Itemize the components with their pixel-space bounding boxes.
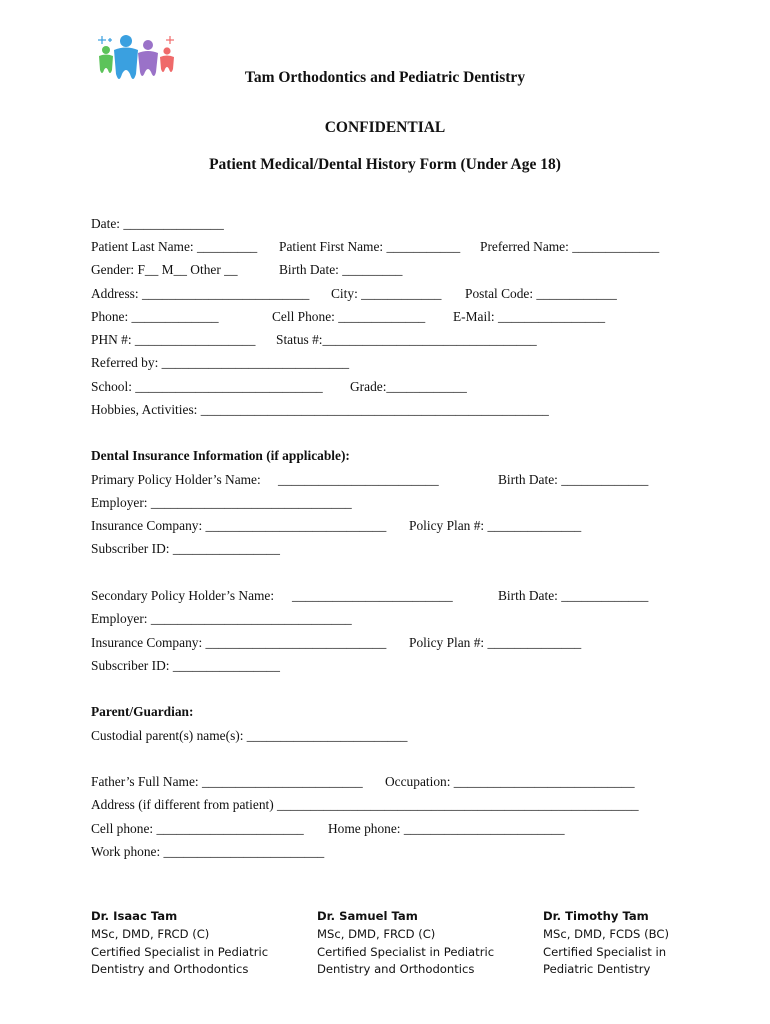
secondary-birth-date-field[interactable]: Birth Date: _____________ (498, 588, 649, 603)
postal-code-field[interactable]: Postal Code: ____________ (465, 286, 617, 301)
doctor-credentials: MSc, DMD, FRCD (C) (317, 926, 436, 941)
grade-field[interactable]: Grade:____________ (350, 379, 467, 394)
guardian-cell-phone-field[interactable]: Cell phone: ______________________ (91, 821, 304, 836)
phone-field[interactable]: Phone: _____________ (91, 309, 219, 324)
primary-holder-label: Primary Policy Holder’s Name: (91, 472, 261, 487)
primary-insurance-company-field[interactable]: Insurance Company: ___________________________ (91, 518, 387, 533)
sparkle-icon (166, 36, 174, 44)
doctor-specialty: Dentistry and Orthodontics (317, 962, 475, 977)
secondary-policy-plan-field[interactable]: Policy Plan #: ______________ (409, 635, 582, 650)
doctor-card (317, 908, 527, 979)
city-field[interactable]: City: ____________ (331, 286, 442, 301)
primary-holder-field[interactable]: ________________________ (278, 472, 439, 487)
doctor-specialty: Pediatric Dentistry (543, 962, 651, 977)
occupation-field[interactable]: Occupation: ___________________________ (385, 774, 635, 789)
cell-phone-field[interactable]: Cell Phone: _____________ (272, 309, 426, 324)
doctor-card (91, 908, 301, 979)
doctor-name: Dr. Isaac Tam (91, 909, 178, 923)
birth-date-field[interactable]: Birth Date: _________ (279, 262, 403, 277)
doctor-specialty: Certified Specialist in (543, 944, 667, 959)
address-field[interactable]: Address: _________________________ (91, 286, 310, 301)
email-field[interactable]: E-Mail: ________________ (453, 309, 606, 324)
doctor-card (543, 908, 733, 979)
form-title: Patient Medical/Dental History Form (Under Age 18) (209, 156, 561, 173)
confidential-label: CONFIDENTIAL (324, 119, 446, 136)
father-name-field[interactable]: Father’s Full Name: ________________________ (91, 774, 363, 789)
sparkle-icon (98, 36, 112, 44)
phn-field[interactable]: PHN #: __________________ (91, 332, 256, 347)
doctor-credentials: MSc, DMD, FCDS (BC) (543, 926, 669, 941)
doctor-credentials: MSc, DMD, FRCD (C) (91, 926, 210, 941)
school-field[interactable]: School: ____________________________ (91, 379, 323, 394)
guardian-home-phone-field[interactable]: Home phone: ________________________ (328, 821, 565, 836)
last-name-field[interactable]: Patient Last Name: _________ (91, 239, 258, 254)
doctor-specialty: Dentistry and Orthodontics (91, 962, 249, 977)
doctor-name: Dr. Timothy Tam (543, 909, 649, 923)
doctor-name: Dr. Samuel Tam (317, 909, 418, 923)
status-field[interactable]: Status #:________________________________ (276, 332, 537, 347)
gender-field[interactable]: Gender: F__ M__ Other __ (91, 262, 238, 277)
preferred-name-field[interactable]: Preferred Name: _____________ (480, 239, 660, 254)
doctor-specialty: Certified Specialist in Pediatric (91, 944, 269, 959)
first-name-field[interactable]: Patient First Name: ___________ (279, 239, 461, 254)
secondary-insurance-company-field[interactable]: Insurance Company: ___________________________ (91, 635, 387, 650)
secondary-holder-label: Secondary Policy Holder’s Name: (91, 588, 275, 603)
secondary-holder-field[interactable]: ________________________ (292, 588, 453, 603)
primary-policy-plan-field[interactable]: Policy Plan #: ______________ (409, 518, 582, 533)
doctor-specialty: Certified Specialist in Pediatric (317, 944, 495, 959)
clinic-name: Tam Orthodontics and Pediatric Dentistry (244, 69, 526, 86)
primary-birth-date-field[interactable]: Birth Date: _____________ (498, 472, 649, 487)
